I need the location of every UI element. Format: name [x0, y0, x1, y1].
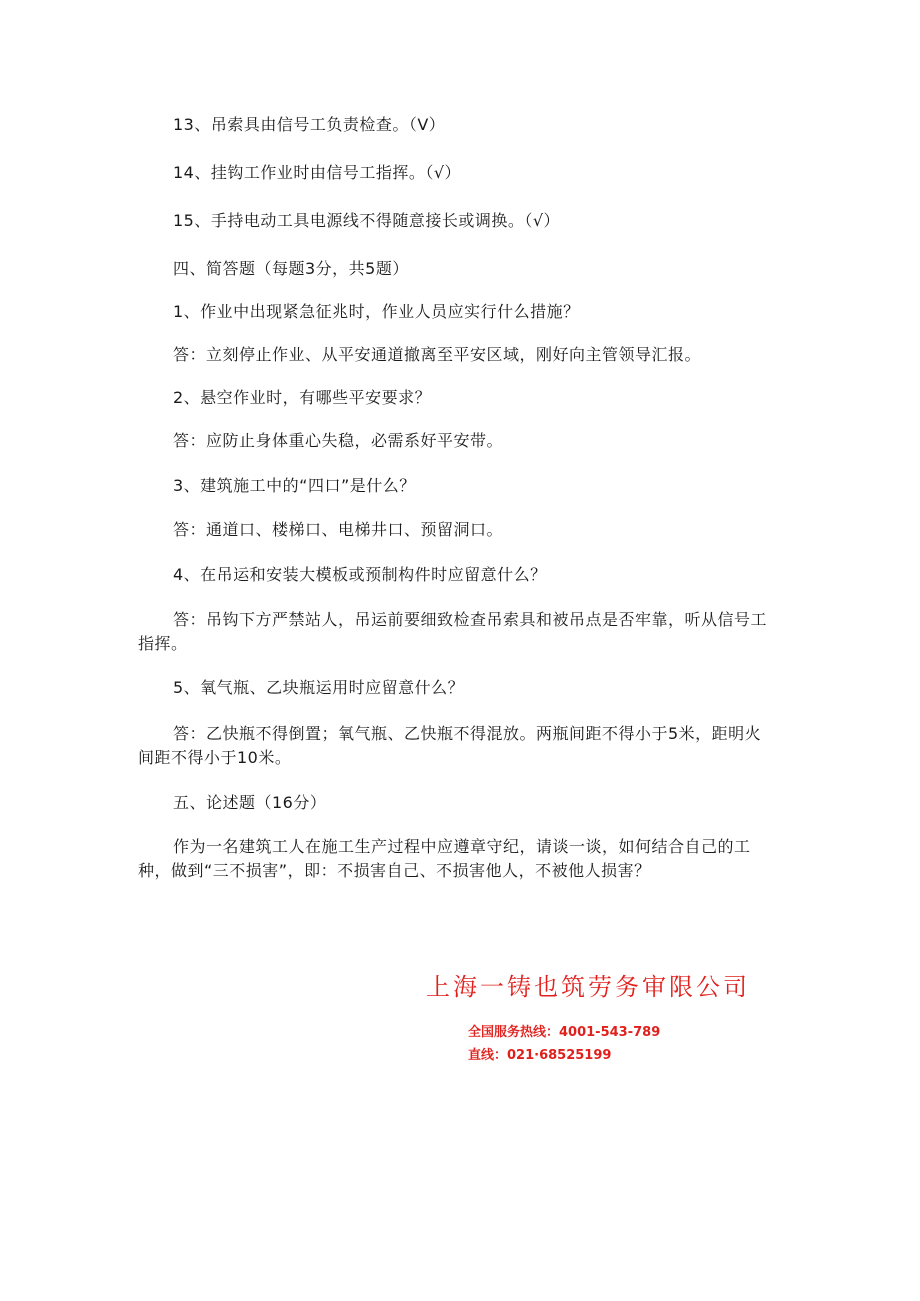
true-false-item-14: 14、挂钩工作业时由信号工指挥。（√） [173, 163, 462, 182]
answer-2: 答：应防止身体重心失稳，必需系好平安带。 [173, 431, 504, 450]
question-5: 5、氧气瓶、乙块瓶运用时应留意什么？ [173, 678, 465, 697]
true-false-item-13: 13、吊索具由信号工负责检查。（V） [173, 115, 446, 134]
question-3: 3、建筑施工中的“四口”是什么？ [173, 476, 416, 495]
answer-5: 答：乙快瓶不得倒置；氧气瓶、乙快瓶不得混放。两瓶间距不得小于5米，距明火间距不得小于10米。 [138, 724, 762, 767]
answer-3: 答：通道口、楼梯口、电梯井口、预留洞口。 [173, 520, 504, 539]
question-1: 1、作业中出现紧急征兆时，作业人员应实行什么措施？ [173, 302, 580, 321]
answer-4: 答：吊钩下方严禁站人，吊运前要细致检查吊索具和被吊点是否牢靠，听从信号工指挥。 [138, 610, 768, 653]
question-2: 2、悬空作业时，有哪些平安要求？ [173, 388, 432, 407]
hotline-text: 全国服务热线：4001-543-789 [468, 1025, 661, 1040]
answer-1: 答：立刻停止作业、从平安通道撤离至平安区域，刚好向主管领导汇报。 [173, 345, 702, 364]
company-name-logo: 上海一铸也筑劳务审限公司 [426, 973, 750, 1001]
section-5-title: 五、论述题（16分） [173, 793, 327, 812]
direct-line-text: 直线：021·68525199 [468, 1048, 612, 1063]
true-false-item-15: 15、手持电动工具电源线不得随意接长或调换。（√） [173, 211, 561, 230]
section-4-title: 四、简答题（每题3分，共5题） [173, 259, 409, 278]
question-4: 4、在吊运和安装大模板或预制构件时应留意什么？ [173, 565, 547, 584]
essay-question: 作为一名建筑工人在施工生产过程中应遵章守纪，请谈一谈，如何结合自己的工种，做到“三不损害”，即：不损害自己、不损害他人，不被他人损害？ [138, 837, 751, 880]
